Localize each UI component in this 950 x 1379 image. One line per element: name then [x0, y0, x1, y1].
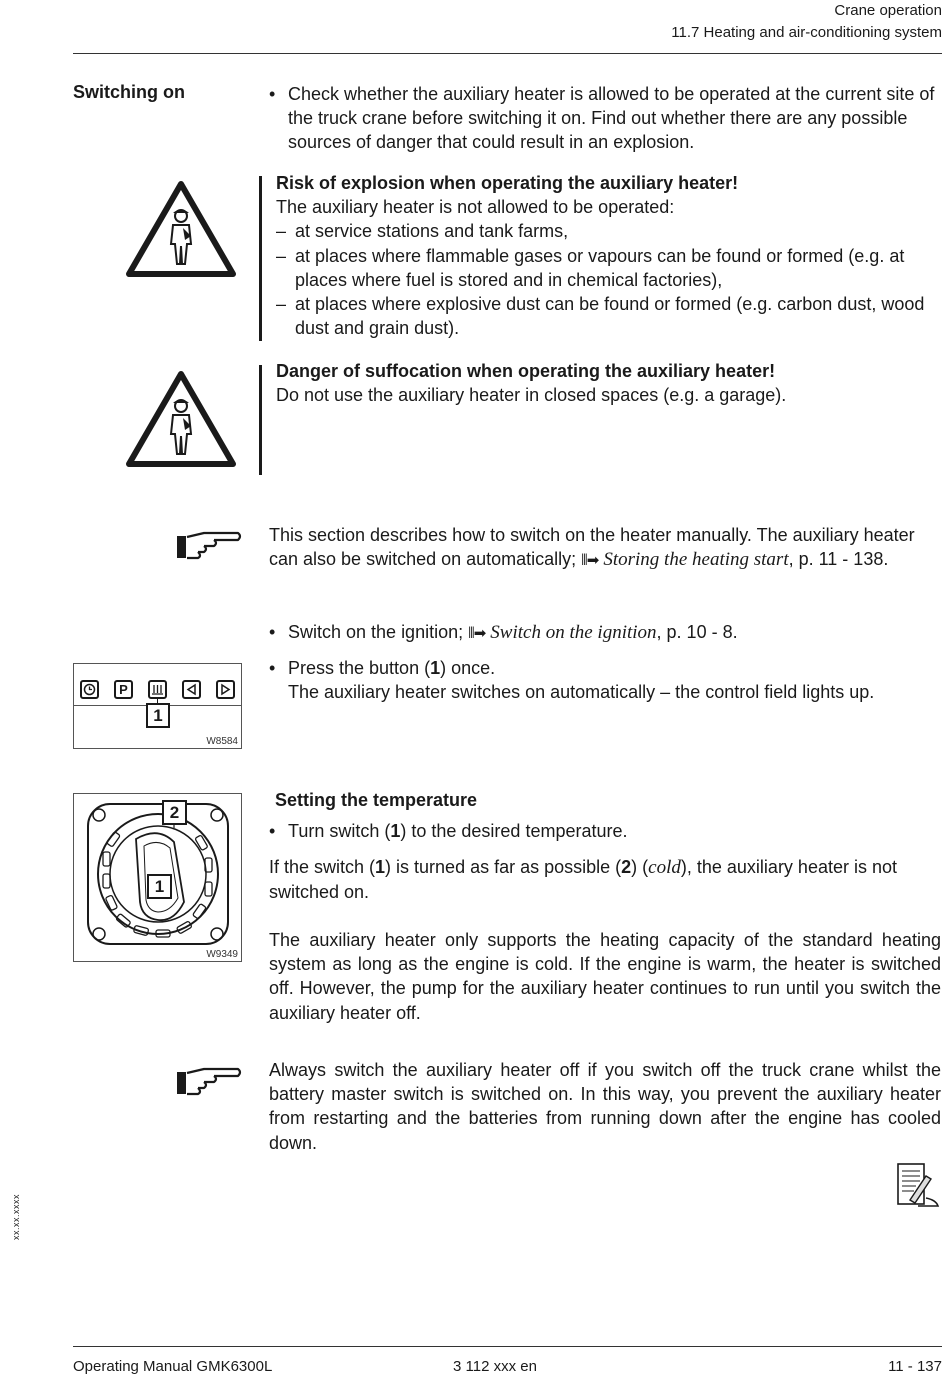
intro-bullet-text: Check whether the auxiliary heater is allowed to be operated at the current site of the truck crane before switching it on. Find out whether there are any possible sources of danger that could result in an explosion.	[288, 84, 935, 153]
pointing-hand-icon	[176, 527, 242, 563]
note1	[269, 523, 944, 572]
step-press-text: Press the button (	[288, 658, 431, 678]
warning1-block	[276, 171, 944, 340]
warning1-item-text: at service stations and tank farms,	[295, 221, 569, 242]
footer-manual: Operating Manual GMK6300L	[73, 1358, 273, 1375]
para-number: 2	[621, 857, 632, 877]
right-triangle-icon	[218, 682, 233, 697]
figure-rotary-switch	[73, 793, 242, 962]
parking-button[interactable]	[114, 680, 133, 699]
temperature-bullet-text: Turn switch (	[288, 821, 391, 841]
temperature-bullet-text: ) to the desired temperature.	[400, 821, 628, 841]
parking-icon: P	[119, 682, 128, 697]
footer-rule	[73, 1346, 942, 1347]
para-text: If the switch (	[269, 857, 376, 877]
header-rule	[73, 53, 942, 54]
left-triangle-icon	[184, 682, 199, 697]
para-text: ) is turned as far as possible (	[385, 857, 622, 877]
reference-arrow-icon: ⦀➡	[468, 624, 486, 642]
warning2-block	[276, 359, 944, 407]
warning1-item-text: at places where flammable gases or vapours can be found or formed (e.g. at places where fuel is stored and in chemical factories),	[295, 245, 905, 290]
warning1-bar	[259, 176, 262, 341]
footer-doc-number: 3 112 xxx en	[453, 1358, 537, 1375]
figure2-callout-2: 2	[162, 800, 187, 825]
temperature-heading: Setting the temperature	[275, 790, 478, 810]
para-number: 1	[375, 857, 386, 877]
step-ignition-text: Switch on the ignition;	[288, 622, 469, 642]
para-italic: cold	[648, 857, 681, 878]
reference-arrow-icon: ⦀➡	[581, 551, 599, 570]
figure-control-panel	[73, 663, 242, 749]
step-ignition: • Switch on the ignition; ⦀➡ Switch on the ignition, p. 10 - 8.	[269, 622, 738, 643]
heater-button[interactable]	[148, 680, 167, 699]
side-heading: Switching on	[73, 82, 185, 102]
header-chapter: Crane operation	[834, 2, 942, 19]
pointing-hand-icon	[176, 1063, 242, 1099]
warning1-title: Risk of explosion when operating the auxiliary heater!	[276, 173, 739, 193]
side-code: xx.xx.xxxx	[11, 1193, 21, 1240]
intro-bullet: • Check whether the auxiliary heater is allowed to be operated at the current site of the truck crane before switching it on. Find out whether there are any possible sources of danger that could result in an explosion.	[269, 84, 935, 153]
para-text: ) (	[631, 857, 649, 877]
note1-link[interactable]: Storing the heating start	[603, 549, 789, 571]
step-press-number: 1	[430, 658, 441, 678]
note1-page-ref: , p. 11 - 138.	[788, 549, 889, 570]
right-button[interactable]	[216, 680, 235, 699]
step-ignition-link[interactable]: Switch on the ignition	[490, 622, 657, 643]
warning1-item: – at places where flammable gases or vapours can be found or formed (e.g. at places where fuel is stored and in chemical factories),	[276, 245, 905, 290]
warning-triangle-icon	[125, 180, 237, 280]
temperature-bullet: • Turn switch (1) to the desired temperature.	[269, 821, 628, 841]
step-press-result: The auxiliary heater switches on automatically – the control field lights up.	[288, 682, 875, 703]
warning1-item: – at places where explosive dust can be found or formed (e.g. carbon dust, wood dust and grain dust).	[276, 294, 925, 339]
note2: Always switch the auxiliary heater off if you switch off the truck crane whilst the battery master switch is switched on. In this way, you prevent the auxiliary heater from restarting and the batteries from running down after the engine has cooled down.	[269, 1060, 941, 1153]
warning2-title: Danger of suffocation when operating the auxiliary heater!	[276, 361, 776, 381]
figure1-code: W8584	[206, 736, 238, 747]
temperature-para2: The auxiliary heater only supports the heating capacity of the standard heating system as long as the engine is cold. If the engine is warm, the heater is switched off. However, the pump for the auxiliary heater continues to run until you switch the auxiliary heater off.	[269, 930, 941, 1023]
clock-button[interactable]	[80, 680, 99, 699]
clock-icon	[82, 682, 97, 697]
left-button[interactable]	[182, 680, 201, 699]
figure1-callout: 1	[146, 703, 170, 728]
temperature-para1	[269, 855, 941, 904]
footer-page-number: 11 - 137	[888, 1358, 942, 1375]
warning1-item: – at service stations and tank farms,	[276, 221, 569, 242]
warning2-bar	[259, 365, 262, 475]
step-press: • Press the button (1) once. The auxiliary heater switches on automatically – the control field lights up.	[269, 658, 875, 703]
warning1-text: The auxiliary heater is not allowed to be operated:	[276, 197, 675, 218]
figure2-callout-1: 1	[147, 874, 172, 899]
document-end-icon	[896, 1162, 942, 1210]
heater-icon	[150, 682, 165, 697]
warning1-item-text: at places where explosive dust can be found or formed (e.g. carbon dust, wood dust and grain dust).	[295, 294, 925, 339]
header-section: 11.7 Heating and air-conditioning system	[671, 24, 942, 41]
warning-triangle-icon	[125, 370, 237, 470]
temperature-bullet-number: 1	[390, 821, 401, 841]
figure2-code: W9349	[206, 949, 238, 960]
para-text: ), the auxiliary heater is not switched on.	[269, 857, 897, 903]
note1-text: This section describes how to switch on the heater manually. The auxiliary heater can also be switched on automatically;	[269, 525, 915, 570]
step-ignition-page-ref: , p. 10 - 8.	[656, 622, 738, 642]
step-press-text: ) once.	[440, 658, 496, 678]
warning2-text: Do not use the auxiliary heater in closed spaces (e.g. a garage).	[276, 385, 787, 406]
